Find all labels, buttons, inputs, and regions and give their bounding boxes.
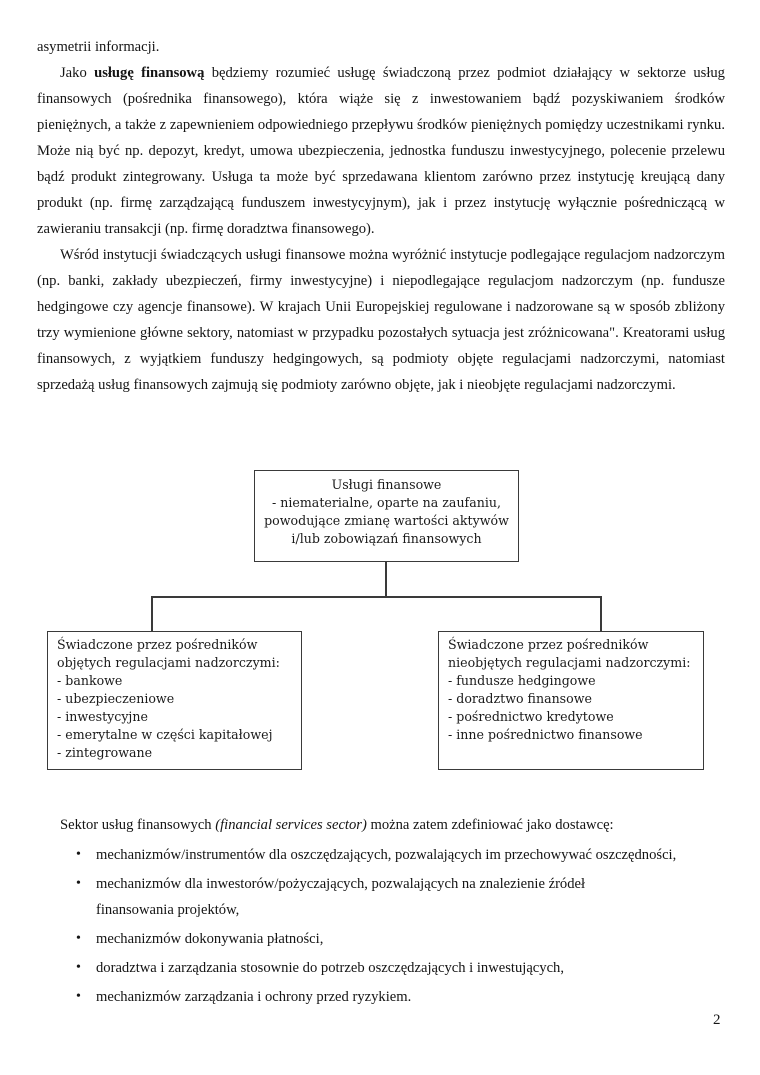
box-line: - ubezpieczeniowe (57, 691, 175, 706)
bullet-icon: • (76, 931, 81, 946)
paragraph-text: Jako (60, 65, 95, 81)
paragraph-definition (37, 60, 725, 242)
list-item-text: doradztwa i zarządzania stosownie do potrzeb oszczędzających i inwestujących, (96, 960, 564, 976)
sector-bullet-list (60, 842, 740, 1013)
box-line: - bankowe (57, 673, 123, 688)
paragraph-text: będziemy rozumieć usługę świadczoną przez podmiot działający w sektorze usług finansowych (pośrednika finansowego), która wiąże się z inwestowaniem bądź pozyskiwaniem środków pieniężnych, a także z zapewnieniem odpowiedniego przepływu środków pieniężnych pomiędzy uczestnikami rynku. Może nią być np. depozyt, kredyt, umowa ubezpieczenia, jednostka funduszu inwestycyjnego, polecenie przelewu bądź produkt zintegrowany. Usługa ta może być sprzedawana klientom zarówno przez instytucję kreującą dany produkt (np. firmę zarządzającą funduszem inwestycyjnym), jak i przez instytucję wyłącznie pośredniczącą w zawieraniu transakcji (np. firmę doradztwa finansowego). (37, 65, 725, 237)
intro-text: Sektor usług finansowych (60, 817, 216, 833)
list-item (60, 871, 740, 923)
box-line: - emerytalne w części kapitałowej (57, 727, 273, 742)
connector-right (600, 596, 602, 632)
connector-horizontal (151, 596, 602, 598)
list-item-text: mechanizmów zarządzania i ochrony przed ryzykiem. (96, 989, 412, 1005)
bullet-icon: • (76, 876, 81, 891)
list-item-text: mechanizmów dla inwestorów/pożyczających, pozwalających na znalezienie źródeł finansowania projektów, (96, 876, 586, 918)
box-line: - fundusze hedgingowe (448, 673, 596, 688)
intro-italic-term: (financial services sector) (215, 817, 367, 833)
list-item (60, 842, 740, 868)
connector-center (385, 561, 387, 598)
page-number: 2 (713, 1012, 721, 1028)
diagram-left-box (47, 631, 302, 770)
paragraph-text: asymetrii informacji. (37, 39, 160, 55)
box-line: Usługi finansowe (331, 477, 442, 492)
box-line: - zintegrowane (57, 745, 153, 760)
list-item-text: mechanizmów dokonywania płatności, (96, 931, 324, 947)
bullet-icon: • (76, 847, 81, 862)
box-line: powodujące zmianę wartości aktywów (264, 513, 509, 528)
paragraph-continuation (37, 34, 725, 60)
list-item (60, 984, 740, 1010)
box-line: - inwestycyjne (57, 709, 148, 724)
paragraph-institutions (37, 242, 725, 398)
connector-left (151, 596, 153, 632)
bullet-icon: • (76, 960, 81, 975)
diagram-right-box (438, 631, 704, 770)
box-line: - niematerialne, oparte na zaufaniu, (272, 495, 501, 510)
list-item (60, 955, 740, 981)
box-line: objętych regulacjami nadzorczymi: (57, 655, 280, 670)
bold-term: usługę finansową (94, 65, 205, 81)
intro-text: można zatem zdefiniować jako dostawcę: (366, 817, 614, 833)
box-line: - pośrednictwo kredytowe (448, 709, 614, 724)
list-item-text: mechanizmów/instrumentów dla oszczędzających, pozwalających im przechowywać oszczędności, (96, 847, 677, 863)
bullet-icon: • (76, 989, 81, 1004)
box-line: Świadczone przez pośredników (57, 637, 258, 652)
box-line: - inne pośrednictwo finansowe (448, 727, 643, 742)
box-line: Świadczone przez pośredników (448, 637, 649, 652)
paragraph-text: Wśród instytucji świadczących usługi finansowe można wyróżnić instytucje podlegające regulacjom nadzorczym (np. banki, zakłady ubezpieczeń, firmy inwestycyjne) i niepodlegające regulacjom nadzorczym (np. fundusze hedgingowe czy agencje finansowe). W krajach Unii Europejskiej regulowane i nadzorowane są w sposób zbliżony trzy wymienione główne sektory, natomiast w przypadku pozostałych sytuacja jest zróżnicowana". Kreatorami usług finansowych, z wyjątkiem funduszy hedgingowych, są podmioty objęte regulacjami nadzorczymi, natomiast sprzedażą usług finansowych zajmują się podmioty zarówno objęte, jak i nieobjęte regulacjami nadzorczymi. (37, 247, 725, 393)
box-line: - doradztwo finansowe (448, 691, 592, 706)
list-item (60, 926, 740, 952)
diagram-top-box (254, 470, 519, 562)
box-line: nieobjętych regulacjami nadzorczymi: (448, 655, 691, 670)
sector-intro (60, 815, 740, 835)
box-line: i/lub zobowiązań finansowych (291, 531, 482, 546)
